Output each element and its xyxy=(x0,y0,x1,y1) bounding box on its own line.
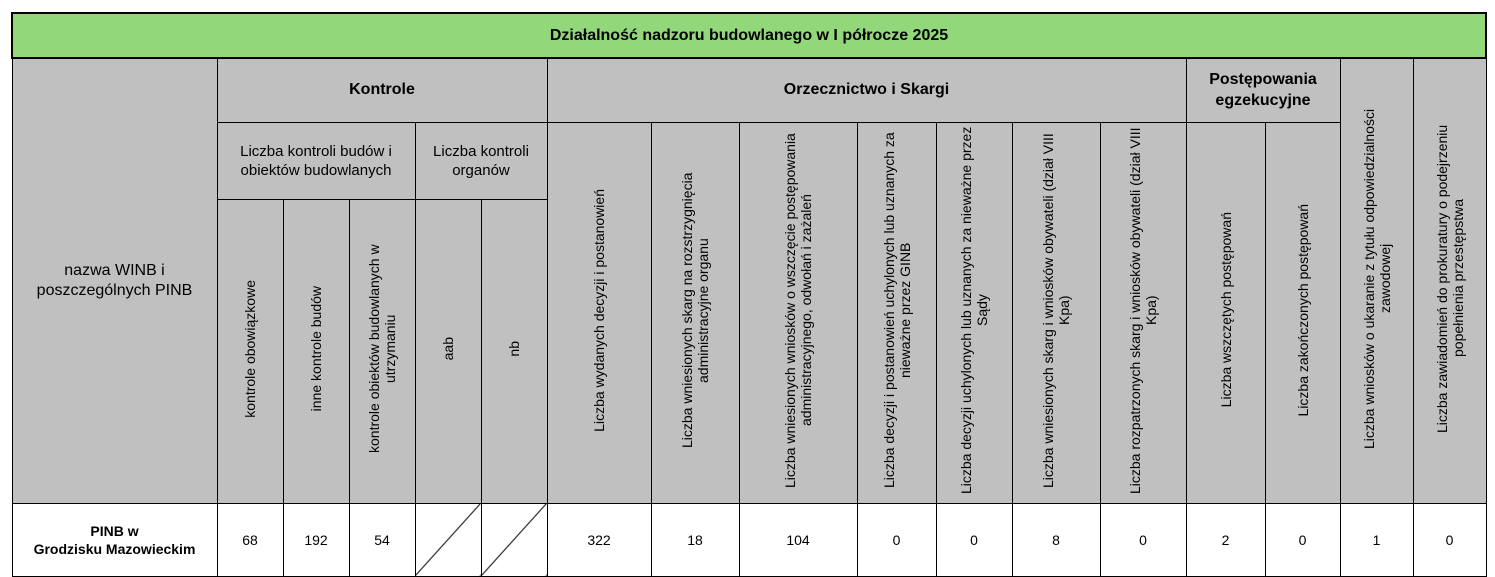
header-wnioski-ukaranie xyxy=(1340,58,1413,503)
subgroup-kontrole-organow xyxy=(415,122,547,200)
table-title: Działalność nadzoru budowlanego w I półrocze 2025 xyxy=(12,13,1486,58)
header-o-skargi-rozstrzygniecie-label: Liczba wniesionych skarg na rozstrzygnięcia administracyjne organu xyxy=(679,172,711,448)
cell-zawiadomienia: 0 xyxy=(1413,503,1486,576)
header-o-uchylone-ginb xyxy=(857,122,936,503)
group-orzecznictwo xyxy=(547,58,1186,122)
header-p-wszczete xyxy=(1186,122,1265,503)
subgroup-kontrole-budow-label: Liczba kontroli budów i obiektów budowlanych xyxy=(240,142,392,179)
header-aab-label: aab xyxy=(440,337,456,361)
group-kontrole xyxy=(217,58,547,122)
header-wnioski-ukaranie-label: Liczba wniosków o ukaranie z tytułu odpowiedzialności zawodowej xyxy=(1360,108,1393,449)
header-k-inne-label: inne kontrole budów xyxy=(308,286,324,412)
row-name-line1: PINB w xyxy=(90,522,139,539)
cell-k-utrzymanie: 54 xyxy=(349,503,415,576)
cell-aab-not-applicable xyxy=(415,503,481,576)
header-k-obowiazkowe-label: kontrole obowiązkowe xyxy=(242,279,258,418)
header-o-decyzje xyxy=(547,122,651,503)
cell-o-skargi-rozpatrzone: 0 xyxy=(1100,503,1186,576)
header-o-wnioski-wszczecie-label: Liczba wniesionych wniosków o wszczęcie postępowania administracyjnego, odwołań i zażaleń xyxy=(782,132,814,488)
cell-o-uchylone-sady: 0 xyxy=(936,503,1012,576)
header-o-skargi-wniesione xyxy=(1012,122,1100,503)
header-o-skargi-wniesione-label: Liczba wniesionych skarg i wniosków obywateli (dział VIII Kpa) xyxy=(1040,132,1072,488)
header-o-uchylone-ginb-label: Liczba decyzji i postanowień uchylonych lub uznanych za nieważne przez GINB xyxy=(880,132,913,488)
group-postepowania xyxy=(1186,58,1340,122)
header-o-uchylone-sady xyxy=(936,122,1012,503)
cell-k-inne: 192 xyxy=(283,503,349,576)
group-orzecznictwo-label: Orzecznictwo i Skargi xyxy=(783,81,950,99)
header-zawiadomienia xyxy=(1413,58,1486,503)
header-o-uchylone-sady-label: Liczba decyzji uchylonych lub uznanych za nieważne przez Sądy xyxy=(958,126,990,494)
cell-wnioski-ukaranie: 1 xyxy=(1340,503,1413,576)
header-k-inne xyxy=(283,200,349,503)
subgroup-kontrole-organow-label: Liczba kontroli organów xyxy=(433,142,529,179)
group-postepowania-label: Postępowania egzekucyjne xyxy=(1209,71,1317,110)
subgroup-kontrole-budow xyxy=(217,122,415,200)
header-p-zakonczone-label: Liczba zakończonych postępowań xyxy=(1294,203,1311,417)
header-o-decyzje-label: Liczba wydanych decyzji i postanowień xyxy=(591,188,607,432)
cell-nb-not-applicable xyxy=(481,503,547,576)
cell-o-wnioski-wszczecie: 104 xyxy=(739,503,857,576)
supervision-activity-table xyxy=(11,12,1487,577)
header-k-obowiazkowe xyxy=(217,200,283,503)
header-p-wszczete-label: Liczba wszczętych postępowań xyxy=(1217,212,1234,408)
header-o-skargi-rozpatrzone xyxy=(1100,122,1186,503)
header-aab xyxy=(415,200,481,503)
header-nb-label: nb xyxy=(506,341,522,357)
header-o-skargi-rozpatrzone-label: Liczba rozpatrzonych skarg i wniosków obywateli (dział VIII Kpa) xyxy=(1127,126,1159,494)
cell-o-decyzje: 322 xyxy=(547,503,651,576)
group-kontrole-label: Kontrole xyxy=(349,81,415,99)
cell-o-skargi-wniesione: 8 xyxy=(1012,503,1100,576)
cell-p-wszczete: 2 xyxy=(1186,503,1265,576)
cell-o-uchylone-ginb: 0 xyxy=(857,503,936,576)
row-name xyxy=(12,503,217,576)
header-zawiadomienia-label: Liczba zawiadomień do prokuratury o podejrzeniu popełnienia przestępstwa xyxy=(1433,124,1466,433)
header-k-utrzymanie xyxy=(349,200,415,503)
header-o-wnioski-wszczecie xyxy=(739,122,857,503)
header-o-skargi-rozstrzygniecie xyxy=(651,122,739,503)
table-row xyxy=(12,503,1486,576)
header-name-column xyxy=(12,58,217,503)
header-nb xyxy=(481,200,547,503)
row-name-line2: Grodzisku Mazowieckim xyxy=(33,540,196,557)
header-p-zakonczone xyxy=(1265,122,1340,503)
cell-k-obowiazkowe: 68 xyxy=(217,503,283,576)
header-name-label: nazwa WINB i poszczególnych PINB xyxy=(36,261,193,299)
cell-o-skargi-rozstrzygniecie: 18 xyxy=(651,503,739,576)
header-k-utrzymanie-label: kontrole obiektów budowlanych w utrzymaniu xyxy=(366,244,398,454)
cell-p-zakonczone: 0 xyxy=(1265,503,1340,576)
